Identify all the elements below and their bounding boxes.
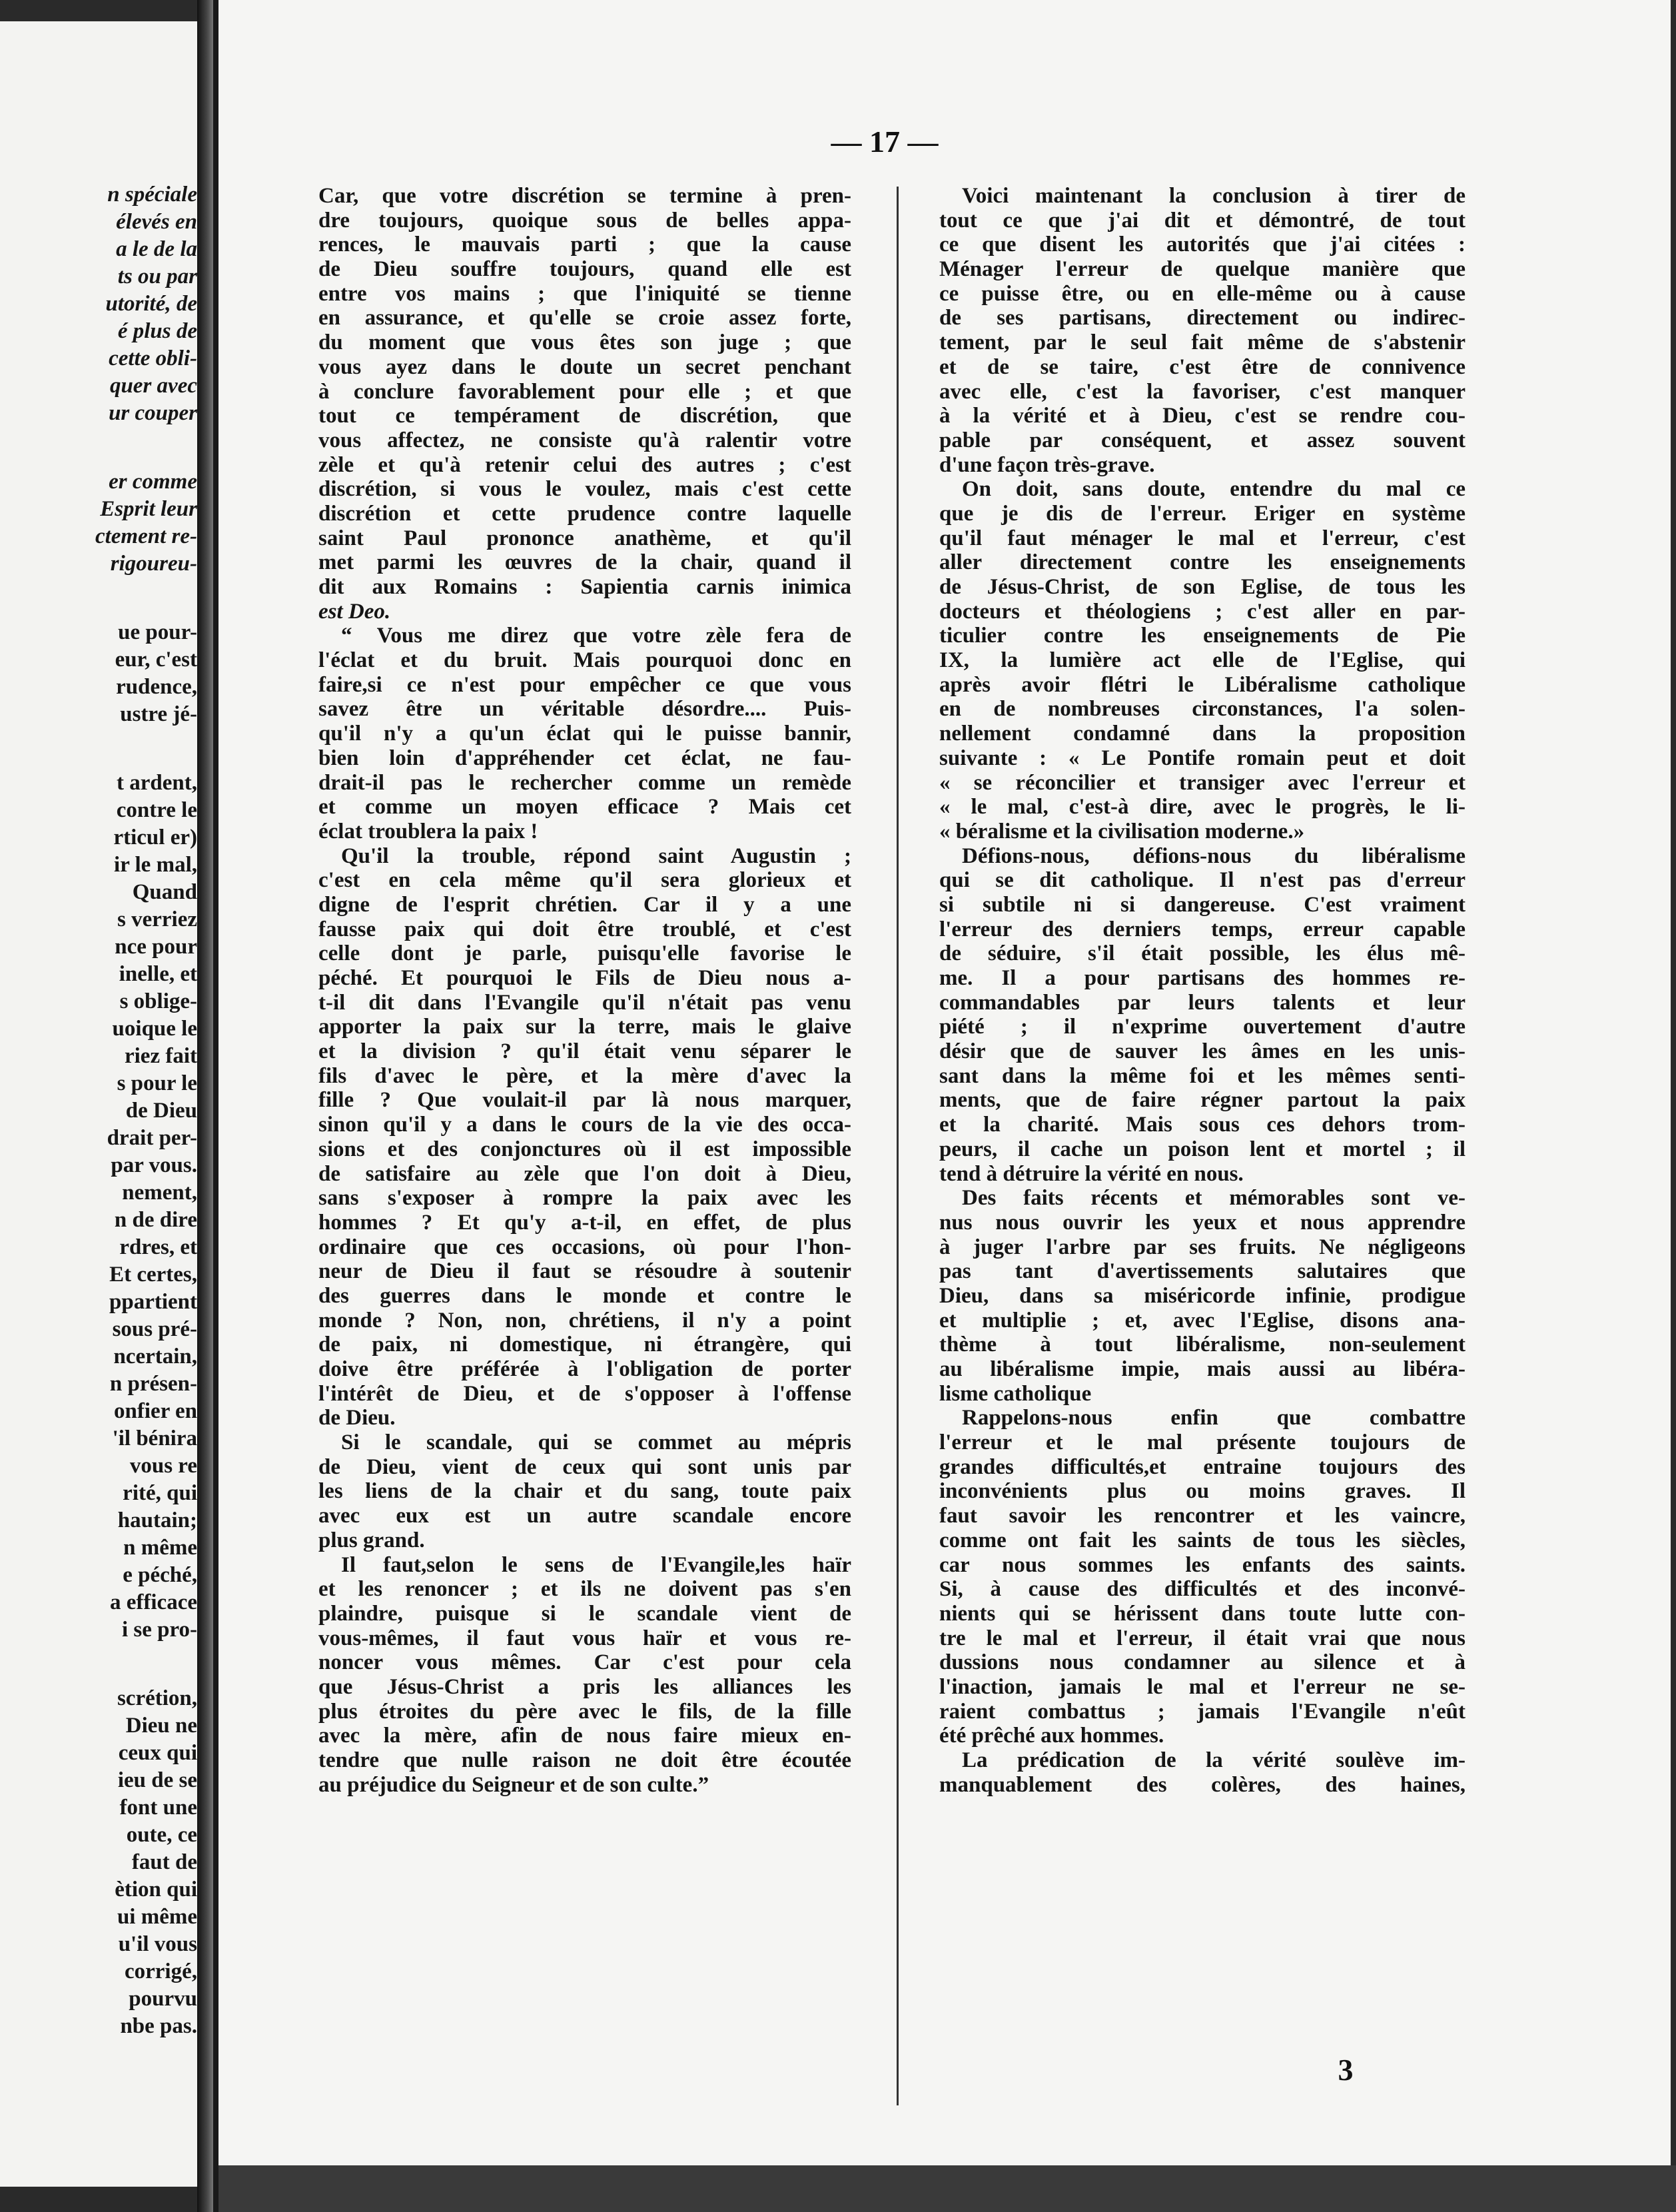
text-line: et la division ? qu'il était venu séparer le <box>318 1039 851 1064</box>
text-line: avec eux est un autre scandale encore <box>318 1504 851 1528</box>
left-page-line: nement, <box>122 1181 197 1205</box>
left-page-line: vous re <box>129 1454 197 1478</box>
text-line: fausse paix qui doit être troublé, et c'est <box>318 917 851 941</box>
left-page-line: ieu de se <box>117 1768 197 1792</box>
text-line: de séduire, s'il était possible, les élus mê- <box>939 941 1466 966</box>
text-line: ce que disent les autorités que j'ai citées : <box>939 233 1466 257</box>
text-line: à la vérité et à Dieu, c'est se rendre cou- <box>939 404 1466 428</box>
text-line: de Dieu souffre toujours, quand elle est <box>318 257 851 282</box>
text-line: Voici maintenant la conclusion à tirer de <box>962 184 1466 208</box>
text-line: l'intérêt de Dieu, et de s'opposer à l'offense <box>318 1381 851 1406</box>
text-line: en assurance, et qu'elle se croie assez forte, <box>318 306 851 330</box>
text-line: hommes ? Et qu'y a-t-il, en effet, de plus <box>318 1210 851 1235</box>
text-line: monde ? Non, non, chrétiens, il n'y a point <box>318 1308 851 1333</box>
text-line: car nous sommes les enfants des saints. <box>939 1552 1466 1577</box>
text-line: bien loin d'appréhender cet éclat, ne fau- <box>318 746 851 770</box>
text-line: vous affectez, ne consiste qu'à ralentir votre <box>318 428 851 452</box>
text-line: Ménager l'erreur de quelque manière que <box>939 257 1466 282</box>
text-line: comme ont fait les saints de tous les siècles, <box>939 1528 1466 1552</box>
left-page-line: pourvu <box>129 1987 197 2011</box>
text-column-right <box>939 184 1466 1797</box>
text-line: vous ayez dans le doute un secret penchant <box>318 354 851 379</box>
text-line: « béralisme et la civilisation moderne.» <box>939 819 1305 843</box>
text-line: au libéralisme impie, mais aussi au libéra- <box>939 1357 1466 1381</box>
page-gutter-shadow <box>197 0 213 2212</box>
text-line: IX, la lumière act elle de l'Eglise, qui <box>939 648 1466 673</box>
text-line: des guerres dans le monde et contre le <box>318 1283 851 1308</box>
text-line: de ses partisans, directement ou indirec- <box>939 306 1466 330</box>
text-line: que Jésus-Christ a pris les alliances les <box>318 1674 851 1699</box>
left-page-line: rticul er) <box>113 826 197 849</box>
text-line: Il faut,selon le sens de l'Evangile,les haïr <box>341 1552 851 1577</box>
left-page-line: hautain; <box>117 1508 197 1532</box>
left-page-line: ctement re- <box>95 524 197 548</box>
text-line: l'erreur et le mal présente toujours de <box>939 1430 1466 1455</box>
left-page-line: faut de <box>131 1850 197 1874</box>
text-line: doive être préférée à l'obligation de porter <box>318 1357 851 1381</box>
text-line: docteurs et théologiens ; c'est aller en par- <box>939 599 1466 624</box>
left-page-line: élevés en <box>116 210 197 234</box>
text-line: ordinaire que ces occasions, où pour l'hon- <box>318 1235 851 1259</box>
text-line: nus nous ouvrir les yeux et nous apprendre <box>939 1210 1466 1235</box>
text-line: ments, que de faire régner partout la paix <box>939 1088 1466 1113</box>
text-line: est Deo. <box>318 599 391 624</box>
text-line: t-il dit dans l'Evangile qu'il n'était pas venu <box>318 990 851 1015</box>
left-page-line: u'il vous <box>118 1932 197 1956</box>
text-line: de Jésus-Christ, de son Eglise, de tous les <box>939 575 1466 599</box>
text-line: dre toujours, quoique sous de belles appa- <box>318 208 851 233</box>
left-page-line: rigoureu- <box>110 552 197 576</box>
text-line: plus étroites du père avec le fils, de la fille <box>318 1699 851 1724</box>
left-facing-page <box>0 21 200 2187</box>
left-page-line: a le de la <box>116 237 197 261</box>
text-line: Si, à cause des difficultés et des inconvé- <box>939 1577 1466 1602</box>
text-line: qu'il faut ménager le mal et l'erreur, c'est <box>939 526 1466 550</box>
text-line: discrétion et cette prudence contre laquelle <box>318 501 851 526</box>
paragraph-gap <box>0 578 197 619</box>
left-page-line: ue pour- <box>118 620 197 644</box>
left-page-line: Et certes, <box>109 1263 197 1287</box>
text-line: au préjudice du Seigneur et de son culte.” <box>318 1772 709 1797</box>
left-page-line: ètion qui <box>115 1878 197 1902</box>
left-page-line: font une <box>119 1796 197 1820</box>
text-line: On doit, sans doute, entendre du mal ce <box>962 477 1466 502</box>
text-line: discrétion, si vous le voulez, mais c'est cette <box>318 477 851 502</box>
left-page-text <box>0 181 197 2040</box>
left-page-line: eur, c'est <box>115 648 197 672</box>
left-page-line: 'il bénira <box>112 1426 197 1450</box>
left-page-line: nce pour <box>115 935 197 959</box>
text-line: qu'il n'y a qu'un éclat qui le puisse bannir, <box>318 722 851 746</box>
left-page-line: i se pro- <box>121 1618 197 1642</box>
text-line: faut savoir les rencontrer et les vaincre, <box>939 1504 1466 1528</box>
text-line: drait-il pas le rechercher comme un remède <box>318 770 851 795</box>
text-line: aller directement contre les enseignements <box>939 550 1466 575</box>
paragraph-gap <box>0 1644 197 1685</box>
left-page-line: contre le <box>116 798 197 822</box>
text-line: tout ce que j'ai dit et démontré, de tout <box>939 208 1466 233</box>
text-line: l'erreur des derniers temps, erreur capable <box>939 917 1466 941</box>
text-line: plus grand. <box>318 1528 425 1552</box>
text-line: celle dont je parle, puisqu'elle favorise le <box>318 941 851 966</box>
text-line: digne de l'esprit chrétien. Car il y a une <box>318 892 851 917</box>
text-line: et de se taire, c'est être de connivence <box>939 354 1466 379</box>
text-line: tre le mal et l'erreur, il était vrai que nous <box>939 1626 1466 1650</box>
text-line: à conclure favorablement pour elle ; et que <box>318 379 851 404</box>
text-line: qui se dit catholique. Il n'est pas d'erreur <box>939 868 1466 893</box>
left-page-line: rité, qui <box>123 1481 197 1505</box>
left-page-line: Esprit leur <box>100 497 197 521</box>
text-line: tement, par le seul fait même de s'abstenir <box>939 330 1466 355</box>
text-line: que je dis de l'erreur. Eriger en système <box>939 501 1466 526</box>
text-line: avec la mère, afin de nous faire mieux en- <box>318 1724 851 1748</box>
text-line: thème à tout libéralisme, non-seulement <box>939 1333 1466 1357</box>
text-line: piété ; il n'exprime ouvertement d'autre <box>939 1015 1466 1039</box>
text-line: pable par conséquent, et assez souvent <box>939 428 1466 452</box>
text-line: d'une façon très-grave. <box>939 452 1155 477</box>
text-line: entre vos mains ; que l'iniquité se tienne <box>318 281 851 306</box>
text-line: La prédication de la vérité soulève im- <box>962 1748 1466 1772</box>
text-line: l'inaction, jamais le mal et l'erreur ne se- <box>939 1674 1466 1699</box>
text-line: péché. Et pourquoi le Fils de Dieu nous a- <box>318 966 851 990</box>
left-page-line: uoique le <box>112 1017 197 1041</box>
text-line: inconvénients plus ou moins graves. Il <box>939 1479 1466 1504</box>
text-line: après avoir flétri le Libéralisme catholique <box>939 672 1466 697</box>
text-line: de satisfaire au zèle que l'on doit à Dieu, <box>318 1161 851 1186</box>
text-line: sions et des conjonctures où il est impossible <box>318 1137 851 1161</box>
left-page-line: ur couper <box>109 401 197 425</box>
text-line: vous-mêmes, il faut vous haïr et vous re- <box>318 1626 851 1650</box>
text-line: désir que de sauver les âmes en les unis- <box>939 1039 1466 1064</box>
text-column-left <box>318 184 851 1797</box>
left-page-line: de Dieu <box>125 1099 197 1123</box>
left-page-line: Dieu ne <box>125 1714 197 1738</box>
left-page-line: n spéciale <box>107 183 197 207</box>
book-spine <box>213 0 218 2212</box>
left-page-line: onfier en <box>114 1399 197 1423</box>
left-page-line: er comme <box>109 470 197 494</box>
text-line: en de nombreuses circonstances, l'a solen- <box>939 697 1466 722</box>
left-page-line: oute, ce <box>126 1823 197 1847</box>
left-page-line: corrigé, <box>124 1959 197 1983</box>
left-page-line: sous pré- <box>112 1317 197 1341</box>
text-line: savez être un véritable désordre.... Puis- <box>318 697 851 722</box>
text-line: de Dieu. <box>318 1406 396 1430</box>
text-line: zèle et qu'à retenir celui des autres ; c'est <box>318 452 851 477</box>
text-line: nients qui se hérissent dans toute lutte con- <box>939 1601 1466 1626</box>
left-page-line: ppartient <box>109 1290 197 1314</box>
text-line: Des faits récents et mémorables sont ve- <box>962 1186 1466 1211</box>
left-page-line: ts ou par <box>117 265 197 288</box>
text-line: Si le scandale, qui se commet au mépris <box>341 1430 851 1455</box>
text-line: tend à détruire la vérité en nous. <box>939 1161 1244 1186</box>
text-line: dussions nous condamner au silence et à <box>939 1650 1466 1675</box>
text-line: « se réconcilier et transiger avec l'erreur et <box>939 770 1466 795</box>
text-line: pas tant d'avertissements salutaires que <box>939 1259 1466 1284</box>
text-line: ce puisse être, ou en elle-même ou à cause <box>939 281 1466 306</box>
text-line: et les renoncer ; et ils ne doivent pas s'en <box>318 1577 851 1602</box>
text-line: Dieu, dans sa miséricorde infinie, prodigue <box>939 1283 1466 1308</box>
left-page-line: scrétion, <box>117 1686 197 1710</box>
text-line: suivante : « Le Pontife romain peut et doit <box>939 746 1466 770</box>
text-line: Qu'il la trouble, répond saint Augustin ; <box>341 843 851 868</box>
left-page-line: utorité, de <box>105 292 197 316</box>
left-page-line: a efficace <box>110 1590 197 1614</box>
text-line: noncer vous mêmes. Car c'est pour cela <box>318 1650 851 1675</box>
text-line: ticulier contre les enseignements de Pie <box>939 624 1466 648</box>
left-page-line: n présen- <box>109 1372 197 1396</box>
paragraph-gap <box>0 728 197 770</box>
left-page-line: ir le mal, <box>114 853 197 877</box>
left-page-line: t ardent, <box>117 771 197 795</box>
text-line: Car, que votre discrétion se termine à pren- <box>318 184 851 208</box>
text-line: saint Paul prononce anathème, et qu'il <box>318 526 851 550</box>
left-page-line: quer avec <box>109 374 197 398</box>
text-line: faire,si ce n'est pour empêcher ce que vous <box>318 672 851 697</box>
text-line: nellement condamné dans la proposition <box>939 722 1466 746</box>
text-line: dit aux Romains : Sapientia carnis inimica <box>318 575 851 599</box>
left-page-line: ustre jé- <box>120 702 197 726</box>
text-line: neur de Dieu il faut se résoudre à soutenir <box>318 1259 851 1284</box>
signature-mark: 3 <box>1338 2053 1354 2087</box>
text-line: c'est en cela même qu'il sera glorieux et <box>318 868 851 893</box>
left-page-line: nbe pas. <box>120 2014 197 2038</box>
left-page-line: Quand <box>132 880 197 904</box>
text-line: raient combattus ; jamais l'Evangile n'eût <box>939 1699 1466 1724</box>
text-line: à juger l'arbre par ses fruits. Ne négligeons <box>939 1235 1466 1259</box>
text-line: tout ce tempérament de discrétion, que <box>318 404 851 428</box>
text-line: “ Vous me direz que votre zèle fera de <box>341 624 851 648</box>
left-page-line: s verriez <box>117 907 197 931</box>
text-line: met parmi les œuvres de la chair, quand il <box>318 550 851 575</box>
left-page-line: s oblige- <box>119 989 197 1013</box>
left-page-line: riez fait <box>124 1044 197 1068</box>
text-line: les liens de la chair et du sang, toute paix <box>318 1479 851 1504</box>
text-line: grandes difficultés,et entraine toujours des <box>939 1454 1466 1479</box>
text-line: sant dans la même foi et les mêmes senti- <box>939 1063 1466 1088</box>
text-line: manquablement des colères, des haines, <box>939 1772 1466 1797</box>
text-line: été prêché aux hommes. <box>939 1724 1164 1748</box>
text-line: apporter la paix sur la terre, mais le glaive <box>318 1015 851 1039</box>
text-line: peurs, il cache un poison lent et mortel ; il <box>939 1137 1466 1161</box>
text-line: commandables par leurs talents et leur <box>939 990 1466 1015</box>
text-line: de paix, ni domestique, ni étrangère, qui <box>318 1333 851 1357</box>
text-line: fils d'avec le père, et la mère d'avec la <box>318 1063 851 1088</box>
scan-border <box>218 2165 1676 2212</box>
left-page-line: par vous. <box>111 1153 197 1177</box>
text-line: tendre que nulle raison ne doit être écoutée <box>318 1748 851 1772</box>
text-line: et la charité. Mais sous ces dehors trom- <box>939 1113 1466 1137</box>
text-line: Rappelons-nous enfin que combattre <box>962 1406 1466 1430</box>
text-line: lisme catholique <box>939 1381 1092 1406</box>
left-page-line: ceux qui <box>118 1741 197 1765</box>
text-line: du moment que vous êtes son juge ; que <box>318 330 851 355</box>
paragraph-gap <box>0 427 197 468</box>
text-line: avec elle, c'est la favoriser, c'est manquer <box>939 379 1466 404</box>
left-page-line: rdres, et <box>119 1235 197 1259</box>
text-line: éclat troublera la paix ! <box>318 819 538 843</box>
left-page-line: é plus de <box>117 319 197 343</box>
left-page-line: inelle, et <box>119 962 197 986</box>
text-line: me. Il a pour partisans des hommes re- <box>939 966 1466 990</box>
text-line: Défions-nous, défions-nous du libéralisme <box>962 843 1466 868</box>
left-page-line: e péché, <box>123 1563 197 1587</box>
page-number: — 17 — <box>831 125 939 159</box>
text-line: et comme un moyen efficace ? Mais cet <box>318 795 851 820</box>
left-page-line: n même <box>123 1536 197 1560</box>
text-line: « le mal, c'est-à dire, avec le progrès, le li- <box>939 795 1466 820</box>
text-line: sans s'exposer à rompre la paix avec les <box>318 1186 851 1211</box>
text-line: et multiplie ; et, avec l'Eglise, disons ana- <box>939 1308 1466 1333</box>
text-line: fille ? Que voulait-il par là nous marquer, <box>318 1088 851 1113</box>
left-page-line: n de dire <box>114 1208 197 1232</box>
text-line: rences, le mauvais parti ; que la cause <box>318 233 851 257</box>
left-page-line: cette obli- <box>109 346 197 370</box>
text-line: de Dieu, vient de ceux qui sont unis par <box>318 1454 851 1479</box>
left-page-line: drait per- <box>107 1126 197 1150</box>
left-page-line: s pour le <box>117 1071 197 1095</box>
text-line: sinon qu'il y a dans le cours de la vie des occa- <box>318 1113 851 1137</box>
text-line: plaindre, puisque si le scandale vient de <box>318 1601 851 1626</box>
column-divider <box>897 187 899 2105</box>
left-page-line: rudence, <box>116 675 197 699</box>
left-page-line: ncertain, <box>113 1345 197 1369</box>
left-page-line: ui même <box>117 1905 197 1929</box>
text-line: l'éclat et du bruit. Mais pourquoi donc en <box>318 648 851 673</box>
text-line: si subtile ni si dangereuse. C'est vraiment <box>939 892 1466 917</box>
